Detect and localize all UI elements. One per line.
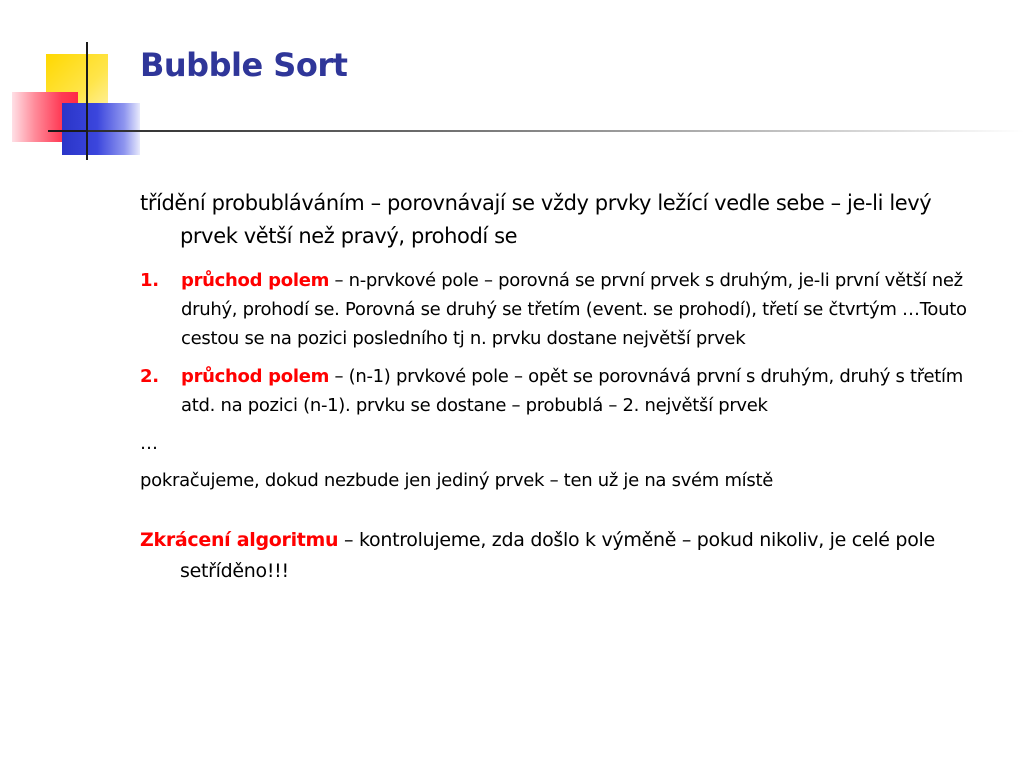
slide-content (140, 187, 990, 587)
slide-title: Bubble Sort (140, 46, 348, 84)
shortening-paragraph (140, 525, 990, 587)
logo-blue-square (62, 103, 140, 155)
continue-paragraph: pokračujeme, dokud nezbude jen jediný prvek – ten už je na svém místě (140, 470, 773, 491)
numbered-item-2 (140, 362, 990, 420)
item-number: 2. (140, 366, 159, 387)
shortening-text: – kontrolujeme, zda došlo k výměně – pokud nikoliv, je celé pole setříděno!!! (180, 529, 935, 582)
intro-paragraph: třídění probubláváním – porovnávají se vždy prvky ležící vedle sebe – je-li levý prvek větší než pravý, prohodí se (140, 191, 932, 248)
decorative-logo (0, 0, 140, 165)
item-text: – n-prvkové pole – porovná se první prvek s druhým, je-li první větší než druhý, prohodí se. Porovná se druhý se třetím (event. se prohodí), třetí se čtvrtým …Touto cestou se na pozici posledního tj n. prvku dostane největší prvek (181, 270, 967, 349)
shortening-keyword: Zkrácení algoritmu (140, 529, 339, 551)
numbered-item-1 (140, 266, 990, 353)
item-text: – (n-1) prvkové pole – opět se porovnává první s druhým, druhý s třetím atd. na pozici (n-1). prvku se dostane – probublá – 2. největší prvek (181, 366, 963, 416)
ellipsis-line: … (140, 433, 158, 454)
logo-vertical-line (86, 42, 88, 160)
title-underline (88, 130, 1024, 132)
logo-horizontal-line (48, 130, 88, 132)
item-keyword: průchod polem (181, 270, 330, 291)
item-number: 1. (140, 270, 159, 291)
item-keyword: průchod polem (181, 366, 330, 387)
